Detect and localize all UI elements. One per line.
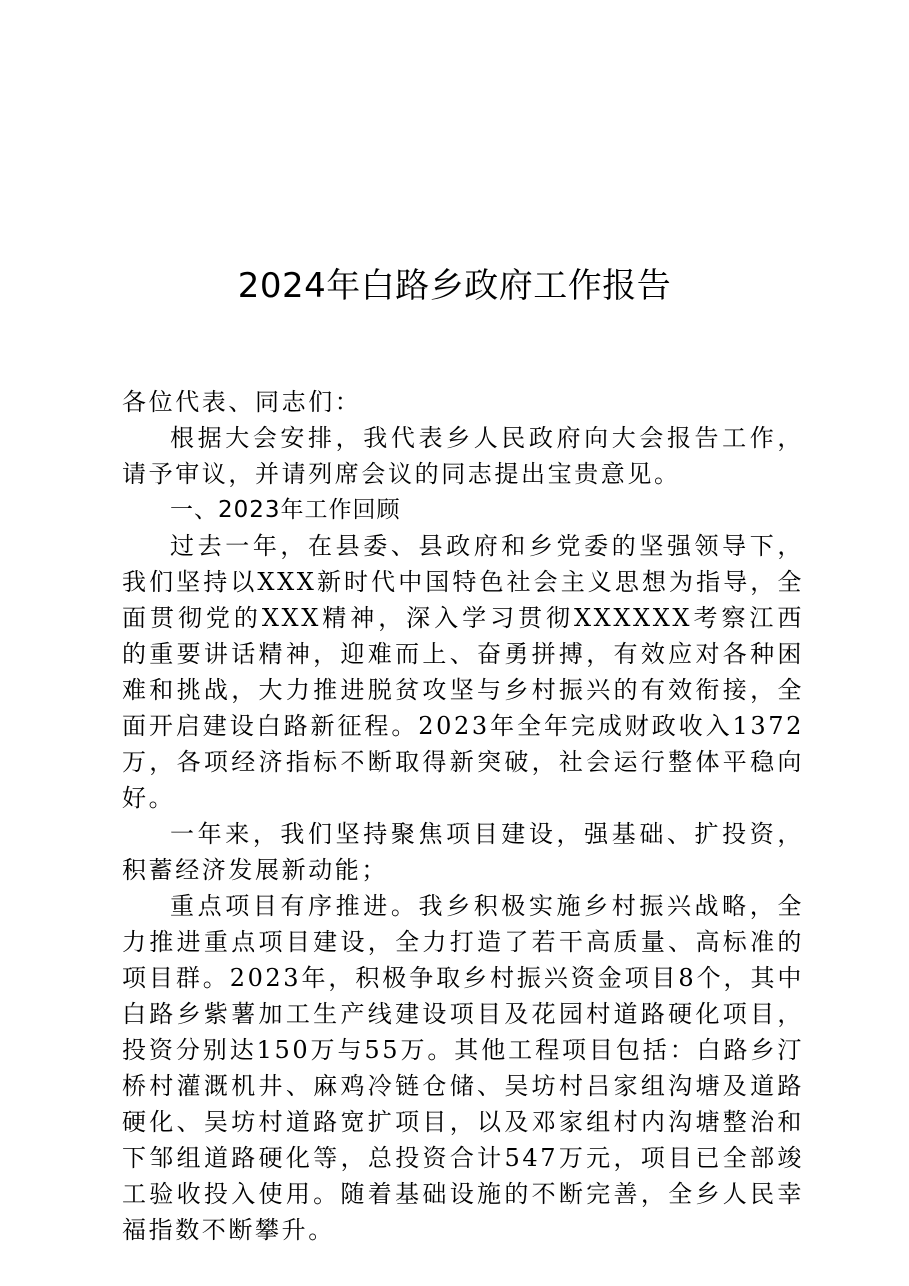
- intro-paragraph: 根据大会安排，我代表乡人民政府向大会报告工作，请予审议，并请列席会议的同志提出宝贵意见。: [122, 424, 804, 488]
- paragraph-projects-intro: 一年来，我们坚持聚焦项目建设，强基础、扩投资，积蓄经济发展新动能；: [122, 820, 804, 884]
- salutation: 各位代表、同志们：: [122, 388, 362, 416]
- document-body: [122, 384, 804, 1248]
- section-heading: 一、2023年工作回顾: [170, 497, 401, 523]
- paragraph-key-projects: 重点项目有序推进。我乡积极实施乡村振兴战略，全力推进重点项目建设，全力打造了若干高质量、高标准的项目群。2023年，积极争取乡村振兴资金项目8个，其中白路乡紫薯加工生产线建设项目及花园村道路硬化项目，投资分别达150万与55万。其他工程项目包括：白路乡汀桥村灌溉机井、麻鸡冷链仓储、吴坊村吕家组沟塘及道路硬化、吴坊村道路宽扩项目，以及邓家组村内沟塘整治和下邹组道路硬化等，总投资合计547万元，项目已全部竣工验收投入使用。随着基础设施的不断完善，全乡人民幸福指数不断攀升。: [122, 892, 804, 1244]
- document-title: 2024年白路乡政府工作报告: [237, 266, 672, 306]
- paragraph-review: 过去一年，在县委、县政府和乡党委的坚强领导下，我们坚持以XXX新时代中国特色社会主义思想为指导，全面贯彻党的XXX精神，深入学习贯彻XXXXXX考察江西的重要讲话精神，迎难而上、奋勇拼搏，有效应对各种困难和挑战，大力推进脱贫攻坚与乡村振兴的有效衔接，全面开启建设白路新征程。2023年全年完成财政收入1372万，各项经济指标不断取得新突破，社会运行整体平稳向好。: [122, 532, 804, 812]
